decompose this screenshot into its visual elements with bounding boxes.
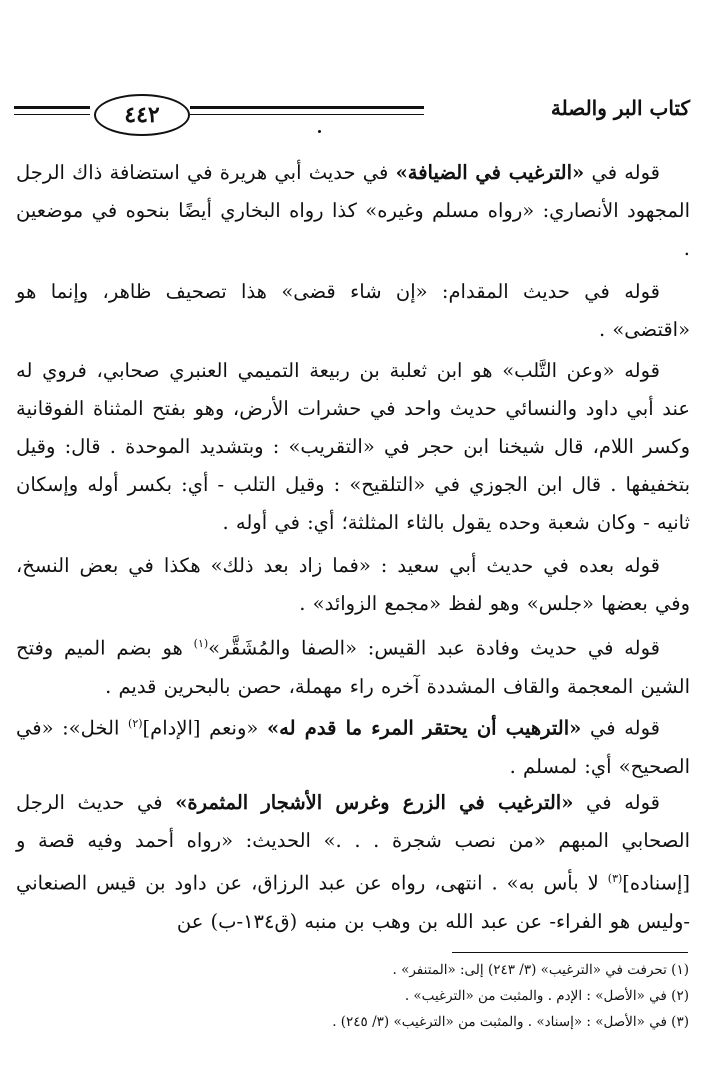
footnote-marker-2[interactable]: (٢)	[128, 717, 143, 730]
paragraph-text: الخل»: «في الصحيح» أي: لمسلم .	[16, 716, 690, 778]
footnote-separator	[452, 952, 688, 953]
paragraph-lead: قوله في	[573, 791, 660, 814]
footnote-1: (١) تحرفت في «الترغيب» (٣/ ٢٤٣) إلى: «المتنفر» .	[392, 962, 689, 978]
paragraph-lead: قوله في	[581, 716, 660, 740]
paragraph-5	[16, 625, 690, 706]
paragraph-text: لا بأس به» . انتهى، رواه عن عبد الرزاق، عن داود بن قيس الصنعاني -وليس هو الفراء- عن عبد الله بن وهب بن منبه (ق١٣٤-ب) عن	[16, 871, 690, 933]
paragraph-text: قوله بعده في حديث أبي سعيد : «فما زاد بعد ذلك» هكذا في بعض النسخ، وفي بعضها «جلس» وهو لفظ «مجمع الزوائد» .	[16, 554, 690, 615]
paragraph-text: في حديث الرجل الصحابي المبهم «من نصب شجرة . . .» الحديث: «رواه أحمد وفيه قصة و [إسناده]	[16, 791, 690, 895]
book-title: كتاب البر والصلة	[550, 96, 690, 120]
paragraph-text: هو بضم الميم وفتح الشين المعجمة والقاف المشددة آخره راء مهملة، حصن بالبحرين قديم .	[16, 636, 690, 698]
footnote-marker-3[interactable]: (٣)	[607, 872, 623, 885]
paragraph-text: «ونعم [الإدام]	[142, 716, 267, 740]
paragraph-1	[16, 154, 690, 268]
footnote-3: (٣) في «الأصل» : «إسناد» . والمثبت من «الترغيب» (٣/ ٢٤٥) .	[332, 1014, 689, 1030]
footnote-marker-1[interactable]: (١)	[193, 637, 209, 650]
paragraph-7	[16, 784, 690, 941]
header-rule-left-thin	[14, 114, 90, 115]
paragraph-lead: قوله في	[584, 161, 661, 184]
paragraph-text: قوله في حديث وفادة عبد القيس: «الصفا والمُشَقَّر»	[208, 636, 661, 660]
paragraph-2	[16, 273, 690, 349]
decorative-dot	[318, 130, 321, 133]
chapter-reference: «الترغيب في الضيافة»	[395, 161, 585, 184]
chapter-reference: «الترغيب في الزرع وغرس الأشجار المثمرة»	[175, 791, 574, 814]
header-rule-middle-thin	[190, 114, 424, 115]
header-rule-left	[14, 106, 90, 109]
footnote-2: (٢) في «الأصل» : الإدم . والمثبت من «الترغيب» .	[404, 988, 689, 1004]
paragraph-4	[16, 547, 690, 623]
paragraph-text: قوله «وعن التَّلب» هو ابن ثعلبة بن ربيعة التميمي العنبري صحابي، فروي له عند أبي داود والنسائي حديث واحد في حشرات الأرض، وهو بفتح المثناة الفوقانية وكسر اللام، قال شيخنا ابن حجر في «التقريب» : وبتشديد الموحدة . قال: وقيل بتخفيفها . قال ابن الجوزي في «التلقيح» : وقيل التلب - أي: بكسر أوله وإسكان ثانيه - وكان شعبة وحده يقول بالثاء المثلثة؛ أي: في أوله .	[16, 359, 690, 534]
chapter-reference: «الترهيب أن يحتقر المرء ما قدم له»	[266, 716, 582, 740]
paragraph-6	[16, 705, 690, 786]
header-rule-middle	[190, 106, 424, 109]
page-header	[14, 90, 690, 142]
paragraph-3	[16, 352, 690, 542]
page-number: ٤٤٢	[94, 94, 190, 136]
paragraph-text: في حديث أبي هريرة في استضافة ذاك الرجل المجهود الأنصاري: «رواه مسلم وغيره» كذا رواه البخاري أيضًا بنحوه في موضعين .	[16, 161, 690, 260]
paragraph-text: قوله في حديث المقدام: «إن شاء قضى» هذا تصحيف ظاهر، وإنما هو «اقتضى» .	[16, 280, 690, 341]
